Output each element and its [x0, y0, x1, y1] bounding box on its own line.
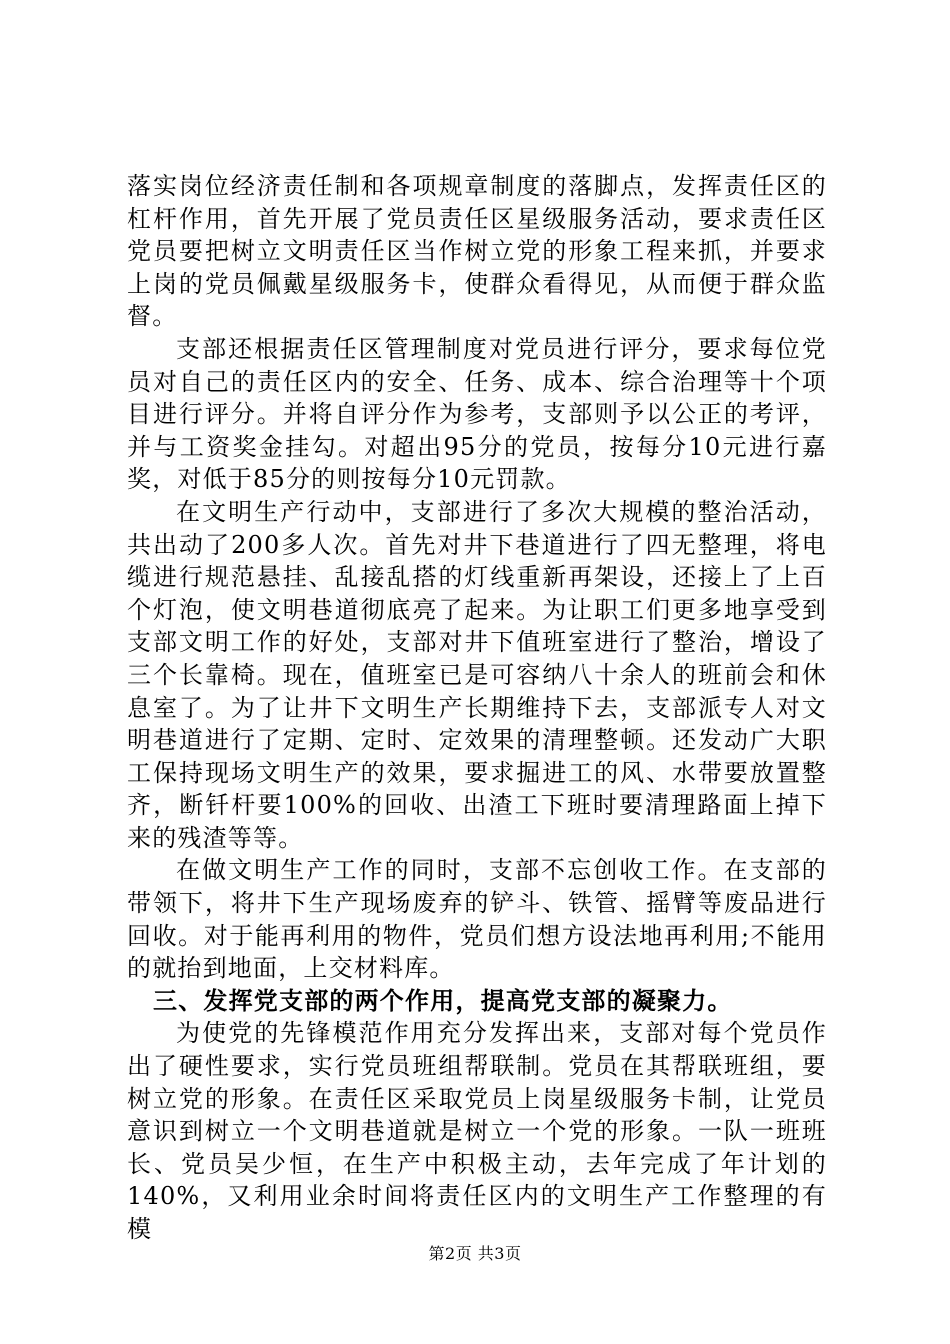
- page-footer: 第2页 共3页: [428, 1244, 522, 1263]
- paragraph-recycling: 在做文明生产工作的同时，支部不忘创收工作。在支部的带领下，将井下生产现场废弃的铲斗、铁管、摇臂等废品进行回收。对于能再利用的物件，党员们想方设法地再利用;不能用的就抬到地面，上交材料库。: [127, 856, 827, 983]
- paragraph-civilized-production: 在文明生产行动中，支部进行了多次大规模的整治活动，共出动了200多人次。首先对井下巷道进行了四无整理，将电缆进行规范悬挂、乱接乱搭的灯线重新再架设，还接上了上百个灯泡，使文明巷道彻底亮了起来。为让职工们更多地享受到支部文明工作的好处，支部对井下值班室进行了整治，增设了三个长靠椅。现在，值班室已是可容纳八十余人的班前会和休息室了。为了让井下文明生产长期维持下去，支部派专人对文明巷道进行了定期、定时、定效果的清理整顿。还发动广大职工保持现场文明生产的效果，要求掘进工的风、水带要放置整齐，断钎杆要100%的回收、出渣工下班时要清理路面上掉下来的残渣等等。: [127, 497, 827, 852]
- body-text: [127, 170, 827, 1246]
- section-heading: 三、发挥党支部的两个作用，提高党支部的凝聚力。: [153, 986, 733, 1015]
- paragraph-scoring: 支部还根据责任区管理制度对党员进行评分，要求每位党员对自己的责任区内的安全、任务、成本、综合治理等十个项目进行评分。并将自评分作为参考，支部则予以公正的考评，并与工资奖金挂勾。对超出95分的党员，按每分10元进行嘉奖，对低于85分的则按每分10元罚款。: [127, 334, 827, 494]
- paragraph-party-role: 为使党的先锋模范作用充分发挥出来，支部对每个党员作出了硬性要求，实行党员班组帮联制。党员在其帮联班组，要树立党的形象。在责任区采取党员上岗星级服务卡制，让党员意识到树立一个文明巷道就是树立一个党的形象。一队一班班长、党员吴少恒，在生产中积极主动，去年完成了年计划的140%，又利用业余时间将责任区内的文明生产工作整理的有模: [127, 1019, 827, 1243]
- paragraph-continued: 落实岗位经济责任制和各项规章制度的落脚点，发挥责任区的杠杆作用，首先开展了党员责任区星级服务活动，要求责任区党员要把树立文明责任区当作树立党的形象工程来抓，并要求上岗的党员佩戴星级服务卡，使群众看得见，从而便于群众监督。: [127, 172, 827, 331]
